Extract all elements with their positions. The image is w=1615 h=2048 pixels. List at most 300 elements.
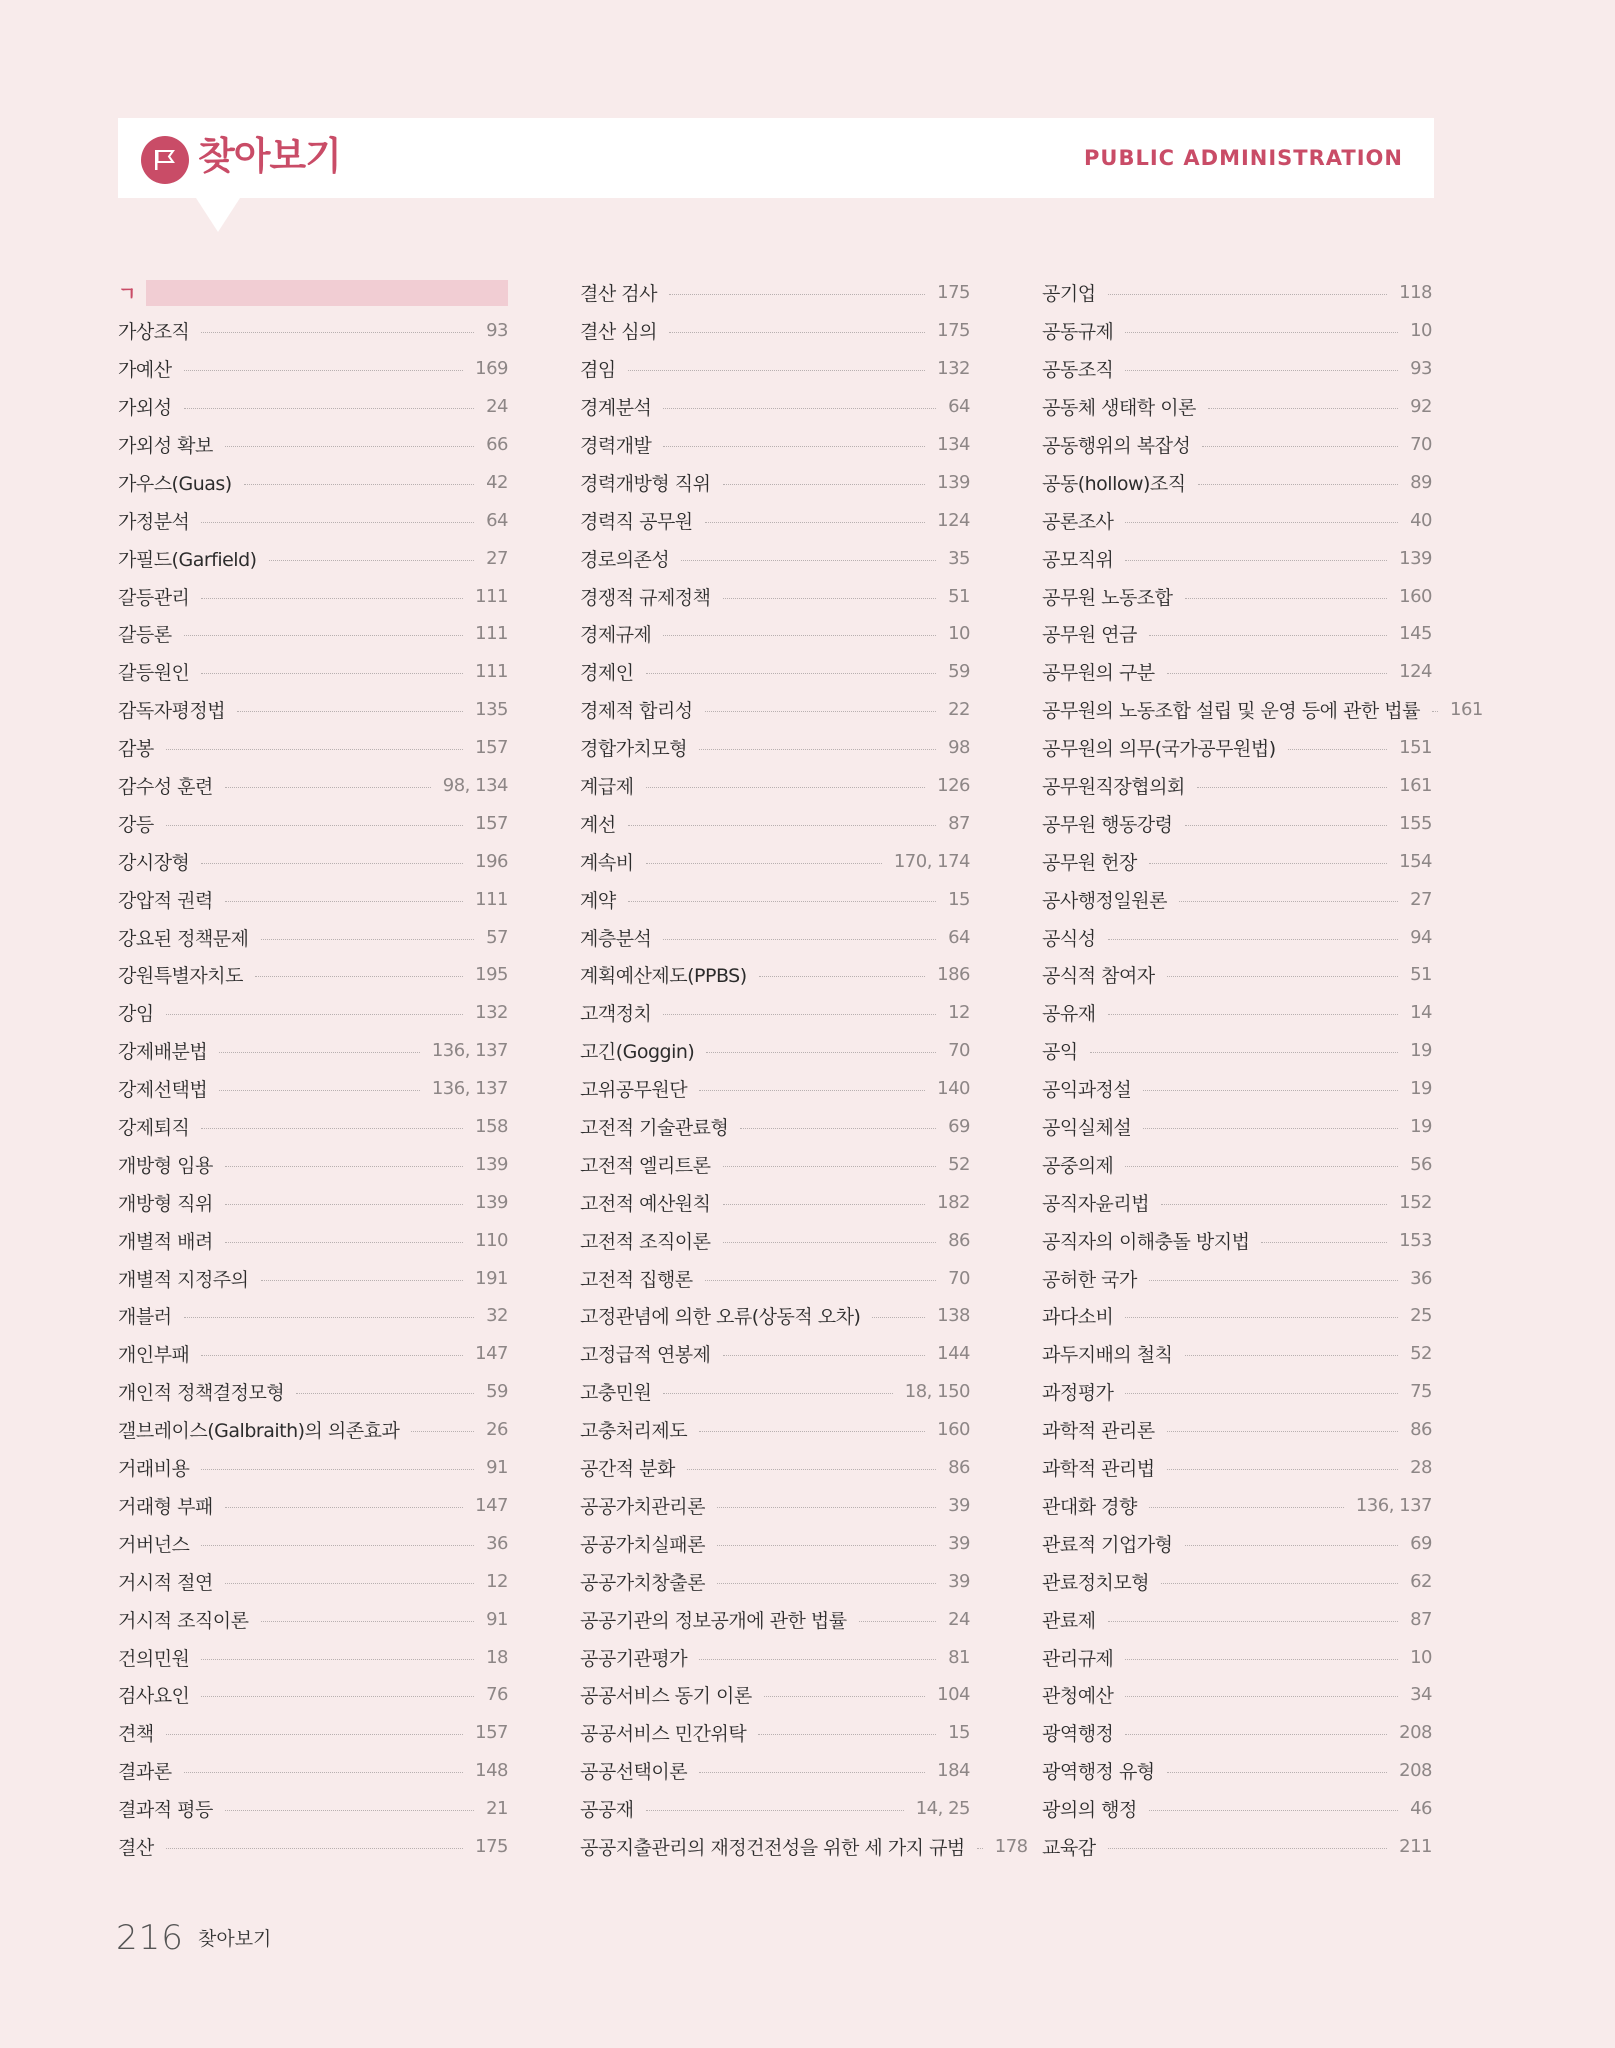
- index-entry: [1042, 615, 1432, 653]
- index-page-ref: 35: [948, 547, 970, 569]
- index-term: 건의민원: [118, 1647, 190, 1670]
- index-entry: [580, 1335, 970, 1373]
- index-entry: [118, 1032, 508, 1070]
- index-term: 공동규제: [1042, 321, 1114, 344]
- index-entry: [118, 1524, 508, 1562]
- dot-leader: [628, 901, 936, 902]
- index-page-ref: 132: [937, 358, 970, 380]
- index-term: 고위공무원단: [580, 1079, 688, 1102]
- index-entry: [580, 767, 970, 805]
- index-entry: [580, 1145, 970, 1183]
- index-term: 강압적 권력: [118, 889, 213, 912]
- index-page-ref: 152: [1399, 1191, 1432, 1213]
- index-term: 관청예산: [1042, 1685, 1114, 1708]
- index-entry: [1042, 804, 1432, 842]
- index-term: 공무원의 의무(국가공무원법): [1042, 738, 1276, 761]
- index-entry: [118, 1828, 508, 1866]
- index-entry: [580, 1828, 1028, 1866]
- dot-leader: [1125, 560, 1387, 561]
- index-entry: [1042, 1335, 1432, 1373]
- index-page-ref: 118: [1399, 282, 1432, 304]
- index-term: 공기업: [1042, 283, 1096, 306]
- index-entry: [118, 880, 508, 918]
- dot-leader: [166, 1848, 463, 1849]
- index-page-ref: 157: [475, 737, 508, 759]
- dot-leader: [269, 560, 475, 561]
- index-page-ref: 144: [937, 1343, 970, 1365]
- index-page-ref: 51: [948, 585, 970, 607]
- index-entry: [580, 729, 970, 767]
- dot-leader: [201, 1355, 463, 1356]
- index-page-ref: 111: [475, 888, 508, 910]
- dot-leader: [1185, 1545, 1399, 1546]
- index-entry: [118, 577, 508, 615]
- index-entry: [118, 388, 508, 426]
- index-term: 계획예산제도(PPBS): [580, 965, 747, 988]
- section-header-bar: [146, 280, 508, 306]
- index-term: 관료정치모형: [1042, 1571, 1150, 1594]
- index-page-ref: 169: [475, 358, 508, 380]
- index-page-ref: 155: [1399, 812, 1432, 834]
- index-entry: [1042, 1032, 1432, 1070]
- dot-leader: [628, 370, 925, 371]
- index-term: 공공지출관리의 재정건전성을 위한 세 가지 규범: [580, 1836, 965, 1859]
- index-term: 공무원 행동강령: [1042, 813, 1173, 836]
- dot-leader: [225, 901, 463, 902]
- index-term: 공유재: [1042, 1003, 1096, 1026]
- index-term: 갈등관리: [118, 586, 190, 609]
- index-term: 과다소비: [1042, 1306, 1114, 1329]
- dot-leader: [201, 1469, 474, 1470]
- index-term: 공공재: [580, 1799, 634, 1822]
- index-term: 개별적 지정주의: [118, 1268, 249, 1291]
- index-page-ref: 147: [475, 1343, 508, 1365]
- index-entry: [1042, 880, 1432, 918]
- index-page-ref: 27: [1410, 888, 1432, 910]
- index-page-ref: 139: [475, 1191, 508, 1213]
- index-entry: [580, 880, 970, 918]
- index-page-ref: 51: [1410, 964, 1432, 986]
- index-term: 계약: [580, 889, 616, 912]
- index-term: 견책: [118, 1723, 154, 1746]
- dot-leader: [225, 446, 474, 447]
- dot-leader: [1161, 1583, 1398, 1584]
- index-page-ref: 86: [948, 1457, 970, 1479]
- index-page-ref: 24: [486, 396, 508, 418]
- index-term: 공공기관평가: [580, 1647, 688, 1670]
- index-page-ref: 196: [475, 850, 508, 872]
- dot-leader: [225, 1507, 463, 1508]
- dot-leader: [687, 1469, 936, 1470]
- index-term: 강시장형: [118, 851, 190, 874]
- header-banner-tail: [196, 198, 240, 232]
- index-page-ref: 12: [948, 1002, 970, 1024]
- index-entry: [118, 463, 508, 501]
- index-entry: [580, 1714, 970, 1752]
- index-term: 가예산: [118, 359, 172, 382]
- index-term: 공무원의 구분: [1042, 662, 1155, 685]
- index-entry: [118, 1600, 508, 1638]
- index-page-ref: 132: [475, 1002, 508, 1024]
- index-term: 경제규제: [580, 624, 652, 647]
- index-term: 감봉: [118, 738, 154, 761]
- index-term: 고전적 엘리트론: [580, 1154, 711, 1177]
- index-entry: [580, 501, 970, 539]
- index-page-ref: 64: [948, 926, 970, 948]
- index-term: 공익실체설: [1042, 1117, 1132, 1140]
- index-term: 감독자평정법: [118, 700, 226, 723]
- index-term: 강등: [118, 813, 154, 836]
- index-column-3: [1042, 274, 1483, 1865]
- dot-leader: [225, 787, 431, 788]
- index-term: 과학적 관리론: [1042, 1420, 1155, 1443]
- index-term: 개방형 직위: [118, 1192, 213, 1215]
- index-term: 공공기관의 정보공개에 관한 법률: [580, 1609, 847, 1632]
- index-page-ref: 170, 174: [893, 850, 970, 872]
- index-page-ref: 124: [937, 509, 970, 531]
- index-page-ref: 147: [475, 1494, 508, 1516]
- index-entry: [580, 1600, 970, 1638]
- index-entry: [1042, 994, 1432, 1032]
- dot-leader: [1167, 1469, 1398, 1470]
- dot-leader: [1208, 408, 1398, 409]
- dot-leader: [1108, 1014, 1399, 1015]
- dot-leader: [705, 1280, 936, 1281]
- index-page-ref: 81: [948, 1646, 970, 1668]
- index-entry: [580, 577, 970, 615]
- index-term: 공사행정일원론: [1042, 889, 1167, 912]
- dot-leader: [717, 1545, 936, 1546]
- dot-leader: [201, 863, 463, 864]
- index-entry: [580, 1411, 970, 1449]
- index-term: 강원특별자치도: [118, 965, 243, 988]
- index-page-ref: 139: [937, 471, 970, 493]
- index-page-ref: 160: [1399, 585, 1432, 607]
- dot-leader: [261, 1621, 475, 1622]
- index-page-ref: 98: [948, 737, 970, 759]
- index-page-ref: 191: [475, 1267, 508, 1289]
- dot-leader: [184, 1772, 464, 1773]
- index-page-ref: 15: [948, 1722, 970, 1744]
- index-page-ref: 136, 137: [431, 1078, 508, 1100]
- index-entry: [1042, 501, 1432, 539]
- index-page-ref: 34: [1410, 1684, 1432, 1706]
- index-term: 개방형 임용: [118, 1154, 213, 1177]
- index-entry: [1042, 1449, 1432, 1487]
- index-entry: [580, 274, 970, 312]
- index-page-ref: 126: [937, 775, 970, 797]
- index-column-1: [118, 274, 508, 1865]
- index-entry: [118, 842, 508, 880]
- dot-leader: [663, 635, 936, 636]
- index-page-ref: 104: [937, 1684, 970, 1706]
- dot-leader: [201, 522, 474, 523]
- index-term: 관료적 기업가형: [1042, 1533, 1173, 1556]
- index-page-ref: 40: [1410, 509, 1432, 531]
- index-term: 강요된 정책문제: [118, 927, 249, 950]
- dot-leader: [1125, 1393, 1398, 1394]
- index-page-ref: 62: [1410, 1570, 1432, 1592]
- dot-leader: [201, 1696, 474, 1697]
- dot-leader: [723, 1355, 926, 1356]
- index-page-ref: 111: [475, 585, 508, 607]
- index-entry: [1042, 426, 1432, 464]
- dot-leader: [1197, 787, 1387, 788]
- index-term: 결과론: [118, 1761, 172, 1784]
- index-entry: [1042, 1487, 1432, 1525]
- index-entry: [1042, 577, 1432, 615]
- dot-leader: [201, 1128, 463, 1129]
- index-page-ref: 66: [486, 434, 508, 455]
- index-page-ref: 27: [486, 547, 508, 569]
- dot-leader: [1149, 1810, 1398, 1811]
- index-page-ref: 86: [948, 1229, 970, 1251]
- dot-leader: [1125, 1317, 1398, 1318]
- index-term: 경계분석: [580, 397, 652, 420]
- index-entry: [1042, 1562, 1432, 1600]
- index-term: 경력개발: [580, 435, 652, 457]
- index-term: 공무원직장협의회: [1042, 776, 1185, 799]
- dot-leader: [184, 635, 464, 636]
- dot-leader: [1143, 1128, 1398, 1129]
- dot-leader: [740, 1128, 936, 1129]
- index-term: 경력직 공무원: [580, 510, 693, 533]
- dot-leader: [184, 370, 464, 371]
- index-entry: [1042, 274, 1432, 312]
- dot-leader: [859, 1621, 937, 1622]
- index-page-ref: 110: [475, 1229, 508, 1251]
- dot-leader: [255, 976, 463, 977]
- index-page-ref: 39: [948, 1570, 970, 1592]
- index-page-ref: 186: [937, 964, 970, 986]
- dot-leader: [663, 1014, 936, 1015]
- index-term: 공공가치창출론: [580, 1571, 705, 1594]
- index-page-ref: 36: [486, 1532, 508, 1554]
- index-term: 광의의 행정: [1042, 1799, 1137, 1822]
- dot-leader: [699, 1772, 925, 1773]
- dot-leader: [1185, 1355, 1399, 1356]
- index-entry: [580, 1752, 970, 1790]
- index-entry: [1042, 767, 1432, 805]
- dot-leader: [201, 598, 463, 599]
- index-entry: [580, 1297, 970, 1335]
- index-entry: [580, 842, 970, 880]
- index-page-ref: 87: [1410, 1608, 1432, 1630]
- index-term: 고객정치: [580, 1003, 652, 1026]
- index-entry: [118, 1752, 508, 1790]
- index-entry: [580, 653, 970, 691]
- dot-leader: [166, 825, 463, 826]
- index-page-ref: 148: [475, 1760, 508, 1782]
- index-entry: [118, 1676, 508, 1714]
- dot-leader: [663, 1393, 892, 1394]
- index-entry: [1042, 1297, 1432, 1335]
- index-page-ref: 76: [486, 1684, 508, 1706]
- dot-leader: [723, 1166, 937, 1167]
- index-entry: [580, 994, 970, 1032]
- index-term: 공동행위의 복잡성: [1042, 435, 1191, 457]
- index-column-2: [580, 274, 1028, 1865]
- index-entry: [118, 1487, 508, 1525]
- index-entry: [118, 501, 508, 539]
- index-page-ref: 52: [948, 1153, 970, 1175]
- dot-leader: [1125, 522, 1398, 523]
- index-term: 경력개방형 직위: [580, 472, 711, 495]
- dot-leader: [723, 1204, 926, 1205]
- index-entry: [580, 1562, 970, 1600]
- dot-leader: [977, 1848, 983, 1849]
- dot-leader: [219, 1052, 420, 1053]
- dot-leader: [705, 522, 925, 523]
- index-entry: [580, 1259, 970, 1297]
- dot-leader: [201, 332, 474, 333]
- index-term: 공동체 생태학 이론: [1042, 397, 1196, 420]
- index-term: 경쟁적 규제정책: [580, 586, 711, 609]
- dot-leader: [646, 1810, 904, 1811]
- index-term: 결산: [118, 1836, 154, 1859]
- index-page-ref: 139: [1399, 547, 1432, 569]
- dot-leader: [723, 598, 937, 599]
- index-entry: [1042, 1790, 1432, 1828]
- index-page-ref: 138: [937, 1305, 970, 1327]
- index-page-ref: 59: [486, 1381, 508, 1403]
- index-page-ref: 69: [1410, 1532, 1432, 1554]
- index-page-ref: 70: [1410, 434, 1432, 455]
- index-entry: [1042, 1145, 1432, 1183]
- index-page-ref: 59: [948, 661, 970, 683]
- index-term: 갈등론: [118, 624, 172, 647]
- index-entry: [1042, 1714, 1432, 1752]
- dot-leader: [225, 1583, 474, 1584]
- index-page-ref: 151: [1399, 737, 1432, 759]
- index-term: 공론조사: [1042, 510, 1114, 533]
- index-entry: [118, 1183, 508, 1221]
- index-page-ref: 208: [1399, 1722, 1432, 1744]
- index-entry: [580, 312, 970, 350]
- index-term: 가필드(Garfield): [118, 548, 257, 571]
- section-letter: ㄱ: [118, 283, 136, 306]
- index-page-ref: 94: [1410, 926, 1432, 948]
- index-term: 공모직위: [1042, 548, 1114, 571]
- index-page-ref: 24: [948, 1608, 970, 1630]
- dot-leader: [1108, 939, 1399, 940]
- index-term: 가정분석: [118, 510, 190, 533]
- dot-leader: [669, 294, 925, 295]
- index-page-ref: 175: [937, 320, 970, 342]
- index-entry: [1042, 1373, 1432, 1411]
- index-term: 공무원 헌장: [1042, 851, 1137, 874]
- index-term: 과학적 관리법: [1042, 1458, 1155, 1481]
- index-entry: [118, 1335, 508, 1373]
- index-entry: [118, 1449, 508, 1487]
- index-entry: [118, 1373, 508, 1411]
- index-page-ref: 87: [948, 812, 970, 834]
- dot-leader: [669, 332, 925, 333]
- index-entry: [1042, 653, 1432, 691]
- index-entry: [118, 1562, 508, 1600]
- index-entry: [118, 1411, 508, 1449]
- index-term: 과정평가: [1042, 1382, 1114, 1405]
- dot-leader: [699, 1431, 925, 1432]
- index-term: 고충민원: [580, 1382, 652, 1405]
- dot-leader: [1149, 863, 1387, 864]
- dot-leader: [1167, 976, 1398, 977]
- index-entry: [1042, 388, 1432, 426]
- dot-leader: [1161, 1204, 1387, 1205]
- index-term: 관료제: [1042, 1609, 1096, 1632]
- index-page-ref: 136, 137: [431, 1040, 508, 1062]
- index-page-ref: 14, 25: [915, 1798, 970, 1820]
- index-term: 가외성: [118, 397, 172, 420]
- index-page-ref: 135: [475, 699, 508, 721]
- index-term: 거래비용: [118, 1458, 190, 1481]
- dot-leader: [201, 1659, 474, 1660]
- index-term: 계선: [580, 813, 616, 836]
- book-subtitle: PUBLIC ADMINISTRATION: [1084, 146, 1403, 170]
- index-page-ref: 46: [1410, 1798, 1432, 1820]
- index-entry: [580, 1183, 970, 1221]
- index-page-ref: 42: [486, 471, 508, 493]
- index-term: 공직자의 이해충돌 방지법: [1042, 1230, 1250, 1253]
- index-entry: [1042, 956, 1432, 994]
- index-page-ref: 70: [948, 1040, 970, 1062]
- index-term: 공동(hollow)조직: [1042, 472, 1186, 495]
- index-page-ref: 75: [1410, 1381, 1432, 1403]
- index-entry: [580, 426, 970, 464]
- dot-leader: [723, 484, 926, 485]
- index-page-ref: 93: [1410, 358, 1432, 380]
- dot-leader: [1125, 332, 1398, 333]
- dot-leader: [1179, 901, 1398, 902]
- index-entry: [1042, 1070, 1432, 1108]
- index-page-ref: 69: [948, 1116, 970, 1138]
- dot-leader: [225, 1810, 474, 1811]
- index-term: 공무원 노동조합: [1042, 586, 1173, 609]
- index-entry: [118, 1108, 508, 1146]
- index-page-ref: 89: [1410, 471, 1432, 493]
- index-page-ref: 15: [948, 888, 970, 910]
- dot-leader: [699, 1659, 936, 1660]
- index-entry: [580, 918, 970, 956]
- index-entry: [1042, 842, 1432, 880]
- dot-leader: [261, 939, 475, 940]
- index-page-ref: 10: [1410, 320, 1432, 342]
- index-entry: [580, 1638, 970, 1676]
- dot-leader: [1143, 1090, 1398, 1091]
- page-title: 찾아보기: [198, 134, 341, 178]
- dot-leader: [872, 1317, 925, 1318]
- index-term: 개인적 정책결정모형: [118, 1382, 285, 1405]
- index-page-ref: 175: [475, 1835, 508, 1857]
- index-entry: [580, 615, 970, 653]
- index-term: 개별적 배려: [118, 1230, 213, 1253]
- index-entry: [118, 994, 508, 1032]
- index-page-ref: 136, 137: [1355, 1494, 1432, 1516]
- dot-leader: [1149, 635, 1387, 636]
- section-header: [118, 274, 508, 312]
- index-term: 공공서비스 동기 이론: [580, 1685, 752, 1708]
- index-entry: [1042, 1600, 1432, 1638]
- index-entry: [118, 539, 508, 577]
- dot-leader: [706, 1052, 936, 1053]
- index-page-ref: 154: [1399, 850, 1432, 872]
- index-entry: [580, 1790, 970, 1828]
- dot-leader: [1125, 370, 1398, 371]
- index-page-ref: 98, 134: [442, 775, 508, 797]
- dot-leader: [1198, 484, 1398, 485]
- index-term: 공중의제: [1042, 1154, 1114, 1177]
- dot-leader: [663, 939, 936, 940]
